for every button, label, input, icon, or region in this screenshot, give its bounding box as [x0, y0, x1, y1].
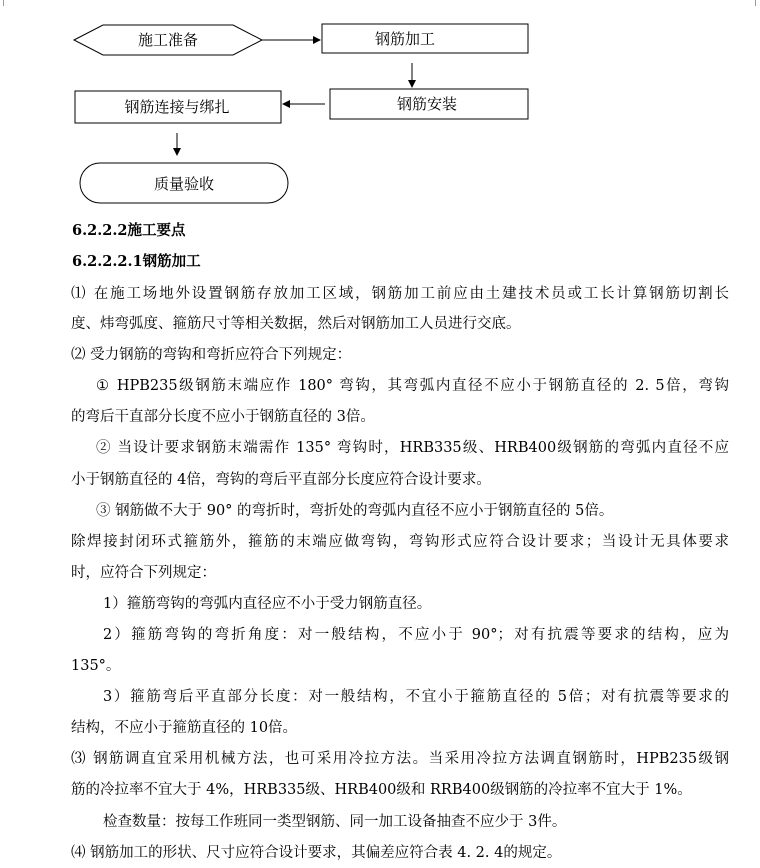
paragraph-line: ⑷ 钢筋加工的形状、尺寸应符合设计要求，其偏差应符合表 4. 2. 4的规定。: [71, 845, 562, 861]
subsection-heading: 6.2.2.2.1钢筋加工: [72, 253, 201, 270]
paragraph-line: 时，应符合下列规定：: [71, 565, 216, 581]
paragraph-line: ⑶ 钢筋调直宜采用机械方法，也可采用冷拉方法。当采用冷拉方法调直钢筋时，HPB235级钢: [71, 751, 729, 767]
paragraph-line: ② 当设计要求钢筋末端需作 135° 弯钩时，HRB335级、HRB400级钢筋的弯弧内直径不应: [96, 440, 729, 456]
section-heading: 6.2.2.2施工要点: [72, 222, 186, 239]
paragraph-line: 检查数量：按每工作班同一类型钢筋、同一加工设备抽查不应少于 3件。: [103, 814, 567, 830]
paragraph-line: 的弯后干直部分长度不应小于钢筋直径的 3倍。: [71, 409, 375, 425]
acceptance-node-label: 质量验收: [153, 175, 215, 193]
install-node-label: 钢筋安装: [396, 95, 458, 113]
paragraph-line: 筋的冷拉率不宜大于 4%，HRB335级、HRB400级和 RRB400级钢筋的冷拉率不宜大于 1%。: [71, 782, 692, 798]
processing-node-label: 钢筋加工: [374, 30, 436, 48]
paragraph-line: 结构，不应小于箍筋直径的 10倍。: [71, 720, 298, 736]
paragraph-line: ⑵ 受力钢筋的弯钩和弯折应符合下列规定：: [71, 347, 352, 363]
paragraph-line: 1）箍筋弯钩的弯弧内直径应不小于受力钢筋直径。: [103, 596, 432, 612]
construction-flowchart: [0, 0, 760, 212]
paragraph-line: ③ 钢筋做不大于 90° 的弯折时，弯折处的弯弧内直径不应小于钢筋直径的 5倍。: [96, 503, 614, 519]
connect-node-label: 钢筋连接与绑扎: [124, 98, 230, 116]
paragraph-line: ① HPB235级钢筋末端应作 180° 弯钩，其弯弧内直径不应小于钢筋直径的 2. 5倍，弯钩: [96, 378, 729, 394]
paragraph-line: 2）箍筋弯钩的弯折角度：对一般结构，不应小于 90°；对有抗震等要求的结构，应为: [103, 627, 729, 643]
paragraph-line: 135°。: [71, 658, 121, 674]
prepare-node-label: 施工准备: [137, 31, 199, 49]
paragraph-line: 除焊接封闭环式箍筋外，箍筋的末端应做弯钩，弯钩形式应符合设计要求；当设计无具体要求: [71, 534, 729, 550]
paragraph-line: 小于钢筋直径的 4倍，弯钩的弯后平直部分长度应符合设计要求。: [71, 472, 491, 488]
paragraph-line: ⑴ 在施工场地外设置钢筋存放加工区域，钢筋加工前应由土建技术员或工长计算钢筋切割长: [71, 286, 729, 302]
paragraph-line: 度、炜弯弧度、箍筋尺寸等相关数据，然后对钢筋加工人员进行交底。: [71, 316, 521, 332]
paragraph-line: 3）箍筋弯后平直部分长度：对一般结构，不宜小于箍筋直径的 5倍；对有抗震等要求的: [103, 689, 729, 705]
